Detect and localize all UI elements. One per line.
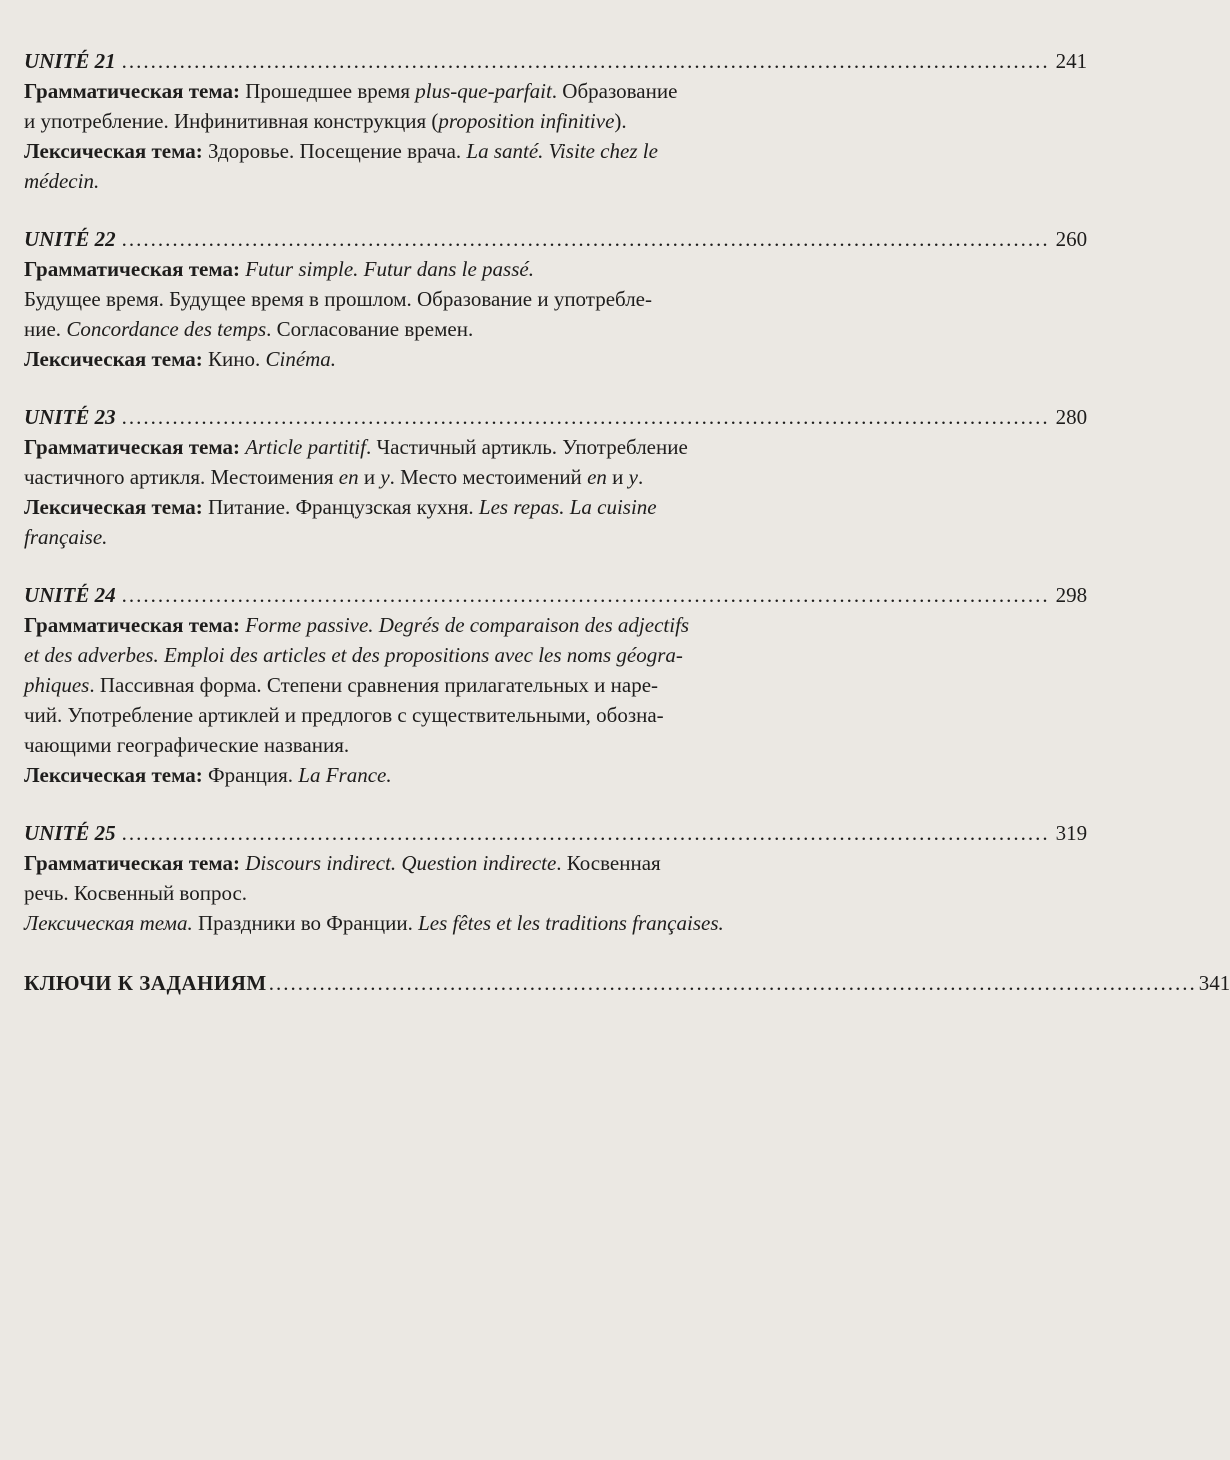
french-term: Лексическая тема. bbox=[24, 911, 193, 935]
unit-description-line bbox=[24, 878, 828, 908]
topic-label: Грамматическая тема: bbox=[24, 257, 240, 281]
unit-description-line bbox=[24, 166, 828, 196]
text-segment: чающими географические названия. bbox=[24, 733, 350, 757]
french-term: en bbox=[587, 465, 607, 489]
text-segment: . bbox=[637, 465, 644, 489]
text-segment: чий. Употребление артиклей и предлогов с существительными, обозна- bbox=[24, 703, 664, 727]
unit-description-line bbox=[24, 640, 828, 670]
text-segment: Франция. bbox=[202, 763, 299, 787]
toc-entry-keys[interactable] bbox=[24, 968, 1230, 998]
text-segment: Праздники во Франции. bbox=[192, 911, 419, 935]
unit-description-line bbox=[24, 610, 828, 640]
unit-page-number: 260 bbox=[1055, 227, 1088, 251]
unit-heading bbox=[24, 224, 1088, 254]
unit-description-line bbox=[24, 344, 828, 374]
unit-description-line bbox=[24, 254, 828, 284]
topic-label: Грамматическая тема: bbox=[24, 435, 240, 459]
dot-leader: ................................................................................................................................ bbox=[121, 405, 1050, 429]
topic-label: Лексическая тема: bbox=[24, 495, 203, 519]
unit-title: UNITÉ 24 bbox=[24, 583, 116, 607]
text-segment: Здоровье. Посещение врача. bbox=[202, 139, 467, 163]
unit-description-line bbox=[24, 670, 828, 700]
text-segment: . Место местоимений bbox=[389, 465, 588, 489]
dot-leader: ................................................................................................................................ bbox=[268, 971, 1197, 995]
unit-description-line bbox=[24, 314, 828, 344]
topic-label: Грамматическая тема: bbox=[24, 79, 240, 103]
dot-leader: ................................................................................................................................ bbox=[121, 583, 1050, 607]
unit-heading bbox=[24, 580, 1088, 610]
topic-label: Грамматическая тема: bbox=[24, 613, 240, 637]
unit-description-line bbox=[24, 700, 828, 730]
text-segment: речь. Косвенный вопрос. bbox=[24, 881, 248, 905]
keys-title: КЛЮЧИ К ЗАДАНИЯМ bbox=[24, 971, 267, 995]
text-segment: ). bbox=[614, 109, 627, 133]
toc-entry-unit[interactable] bbox=[24, 580, 1088, 790]
unit-title: UNITÉ 21 bbox=[24, 49, 116, 73]
unit-description-line bbox=[24, 106, 828, 136]
unit-description-line bbox=[24, 76, 828, 106]
text-segment: . Косвенная bbox=[556, 851, 661, 875]
unit-description-line bbox=[24, 908, 828, 938]
french-term: Futur simple. Futur dans le passé. bbox=[245, 257, 534, 281]
text-segment: . Образование bbox=[551, 79, 678, 103]
text-segment: . Пассивная форма. Степени сравнения прилагательных и наре- bbox=[89, 673, 659, 697]
dot-leader: ................................................................................................................................ bbox=[121, 49, 1050, 73]
french-term: proposition infinitive bbox=[438, 109, 615, 133]
unit-description-line bbox=[24, 848, 828, 878]
unit-description-line bbox=[24, 760, 828, 790]
text-segment: и bbox=[606, 465, 629, 489]
text-segment: и bbox=[358, 465, 381, 489]
unit-description-line bbox=[24, 522, 828, 552]
french-term: Forme passive. Degrés de comparaison des adjectifs bbox=[245, 613, 690, 637]
french-term: y bbox=[628, 465, 638, 489]
unit-page-number: 280 bbox=[1055, 405, 1088, 429]
french-term: Article partitif bbox=[245, 435, 366, 459]
unit-title: UNITÉ 25 bbox=[24, 821, 116, 845]
french-term: y bbox=[380, 465, 390, 489]
toc-entry-unit[interactable] bbox=[24, 818, 1088, 938]
unit-page-number: 298 bbox=[1055, 583, 1088, 607]
toc-entry-unit[interactable] bbox=[24, 46, 1088, 196]
toc-entry-unit[interactable] bbox=[24, 224, 1088, 374]
french-term: Cinéma. bbox=[265, 347, 337, 371]
keys-page-number: 341 bbox=[1198, 971, 1230, 995]
text-segment: и употребление. Инфинитивная конструкция ( bbox=[24, 109, 439, 133]
text-segment: частичного артикля. Местоимения bbox=[24, 465, 339, 489]
unit-description-line bbox=[24, 136, 828, 166]
french-term: et des adverbes. Emploi des articles et des propositions avec les noms géogra- bbox=[24, 643, 683, 667]
unit-description-line bbox=[24, 730, 828, 760]
french-term: en bbox=[338, 465, 359, 489]
text-segment: . Согласование времен. bbox=[266, 317, 474, 341]
unit-description-line bbox=[24, 492, 828, 522]
french-term: Les fêtes et les traditions françaises. bbox=[418, 911, 724, 935]
toc-units bbox=[24, 46, 1088, 938]
french-term: Les repas. La cuisine bbox=[478, 495, 657, 519]
unit-heading bbox=[24, 402, 1088, 432]
french-term: phiques bbox=[24, 673, 90, 697]
french-term: La France. bbox=[298, 763, 392, 787]
topic-label: Грамматическая тема: bbox=[24, 851, 240, 875]
unit-title: UNITÉ 23 bbox=[24, 405, 116, 429]
text-segment: Питание. Французская кухня. bbox=[202, 495, 479, 519]
french-term: La santé. Visite chez le bbox=[466, 139, 658, 163]
unit-description-line bbox=[24, 432, 828, 462]
unit-heading bbox=[24, 46, 1088, 76]
unit-description-line bbox=[24, 462, 828, 492]
topic-label: Лексическая тема: bbox=[24, 347, 203, 371]
french-term: Discours indirect. Question indirecte bbox=[245, 851, 557, 875]
dot-leader: ................................................................................................................................ bbox=[121, 821, 1050, 845]
french-term: médecin. bbox=[24, 169, 100, 193]
french-term: Concordance des temps bbox=[66, 317, 267, 341]
text-segment: . Частичный артикль. Употребление bbox=[365, 435, 688, 459]
dot-leader: ................................................................................................................................ bbox=[121, 227, 1050, 251]
text-segment: Прошедшее время bbox=[239, 79, 416, 103]
topic-label: Лексическая тема: bbox=[24, 139, 203, 163]
toc-entry-unit[interactable] bbox=[24, 402, 1088, 552]
text-segment: ние. bbox=[24, 317, 67, 341]
unit-page-number: 241 bbox=[1055, 49, 1088, 73]
topic-label: Лексическая тема: bbox=[24, 763, 203, 787]
unit-page-number: 319 bbox=[1055, 821, 1088, 845]
unit-heading bbox=[24, 818, 1088, 848]
text-segment: Будущее время. Будущее время в прошлом. Образование и употребле- bbox=[24, 287, 652, 311]
french-term: française. bbox=[24, 525, 108, 549]
unit-description-line bbox=[24, 284, 828, 314]
text-segment: Кино. bbox=[202, 347, 266, 371]
french-term: plus-que-parfait bbox=[415, 79, 552, 103]
unit-title: UNITÉ 22 bbox=[24, 227, 116, 251]
